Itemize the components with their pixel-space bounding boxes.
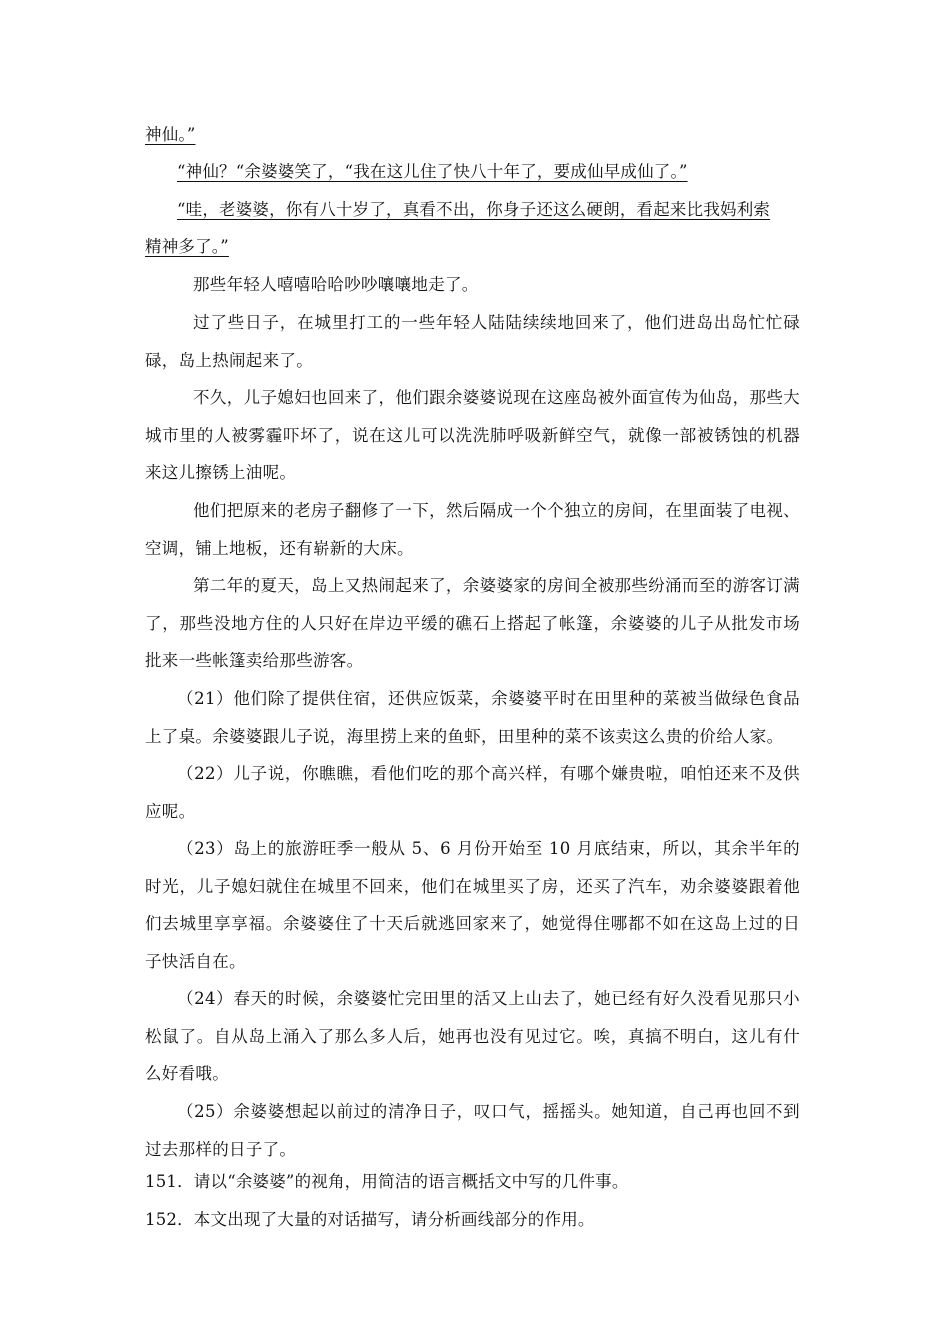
- question-152: 152．本文出现了大量的对话描写，请分析画线部分的作用。: [145, 1210, 595, 1229]
- paragraph-line: 神仙。”: [145, 125, 196, 144]
- paragraph-line-underlined: “哇，老婆婆，你有八十岁了，真看不出，你身子还这么硬朗，看起来比我妈利索: [177, 200, 771, 219]
- paragraph-line-underlined: 精神多了。”: [145, 237, 229, 256]
- question-151: 151．请以“余婆婆”的视角，用简洁的语言概括文中写的几件事。: [145, 1172, 629, 1191]
- paragraph-25: （25）余婆婆想起以前过的清净日子，叹口气，摇摇头。她知道，自己再也回不到过去那样的日子了。: [145, 1102, 800, 1159]
- paragraph-22: （22）儿子说，你瞧瞧，看他们吃的那个高兴样，有哪个嫌贵啦，咱怕还来不及供应呢。: [145, 764, 800, 821]
- paragraph-21: （21）他们除了提供住宿，还供应饭菜，余婆婆平时在田里种的菜被当做绿色食品上了桌。余婆婆跟儿子说，海里捞上来的鱼虾，田里种的菜不该卖这么贵的价给人家。: [145, 689, 800, 746]
- paragraph-line-underlined: “神仙？“余婆婆笑了，“我在这儿住了快八十年了，要成仙早成仙了。”: [177, 162, 688, 181]
- paragraph: 那些年轻人嘻嘻哈哈吵吵嚷嚷地走了。: [193, 275, 479, 294]
- paragraph: 他们把原来的老房子翻修了一下，然后隔成一个个独立的房间，在里面装了电视、空调，铺上地板，还有崭新的大床。: [145, 501, 800, 558]
- paragraph: 不久，儿子媳妇也回来了，他们跟余婆婆说现在这座岛被外面宣传为仙岛，那些大城市里的人被雾霾吓坏了，说在这儿可以洗洗肺呼吸新鲜空气，就像一部被锈蚀的机器来这儿擦锈上油呢。: [145, 388, 800, 482]
- paragraph-24: （24）春天的时候，余婆婆忙完田里的活又上山去了，她已经有好久没看见那只小松鼠了。自从岛上涌入了那么多人后，她再也没有见过它。唉，真搞不明白，这儿有什么好看哦。: [145, 989, 800, 1083]
- paragraph-23: （23）岛上的旅游旺季一般从 5、6 月份开始至 10 月底结束，所以，其余半年的时光，儿子媳妇就住在城里不回来，他们在城里买了房，还买了汽车，劝余婆婆跟着他们去城里享享福。余婆婆住了十天后就逃回家来了，她觉得住哪都不如在这岛上过的日子快活自在。: [145, 839, 800, 971]
- paragraph: 第二年的夏天，岛上又热闹起来了，余婆婆家的房间全被那些纷涌而至的游客订满了，那些没地方住的人只好在岸边平缓的礁石上搭起了帐篷，余婆婆的儿子从批发市场批来一些帐篷卖给那些游客。: [145, 576, 800, 670]
- paragraph: 过了些日子，在城里打工的一些年轻人陆陆续续地回来了，他们进岛出岛忙忙碌碌，岛上热闹起来了。: [145, 313, 800, 370]
